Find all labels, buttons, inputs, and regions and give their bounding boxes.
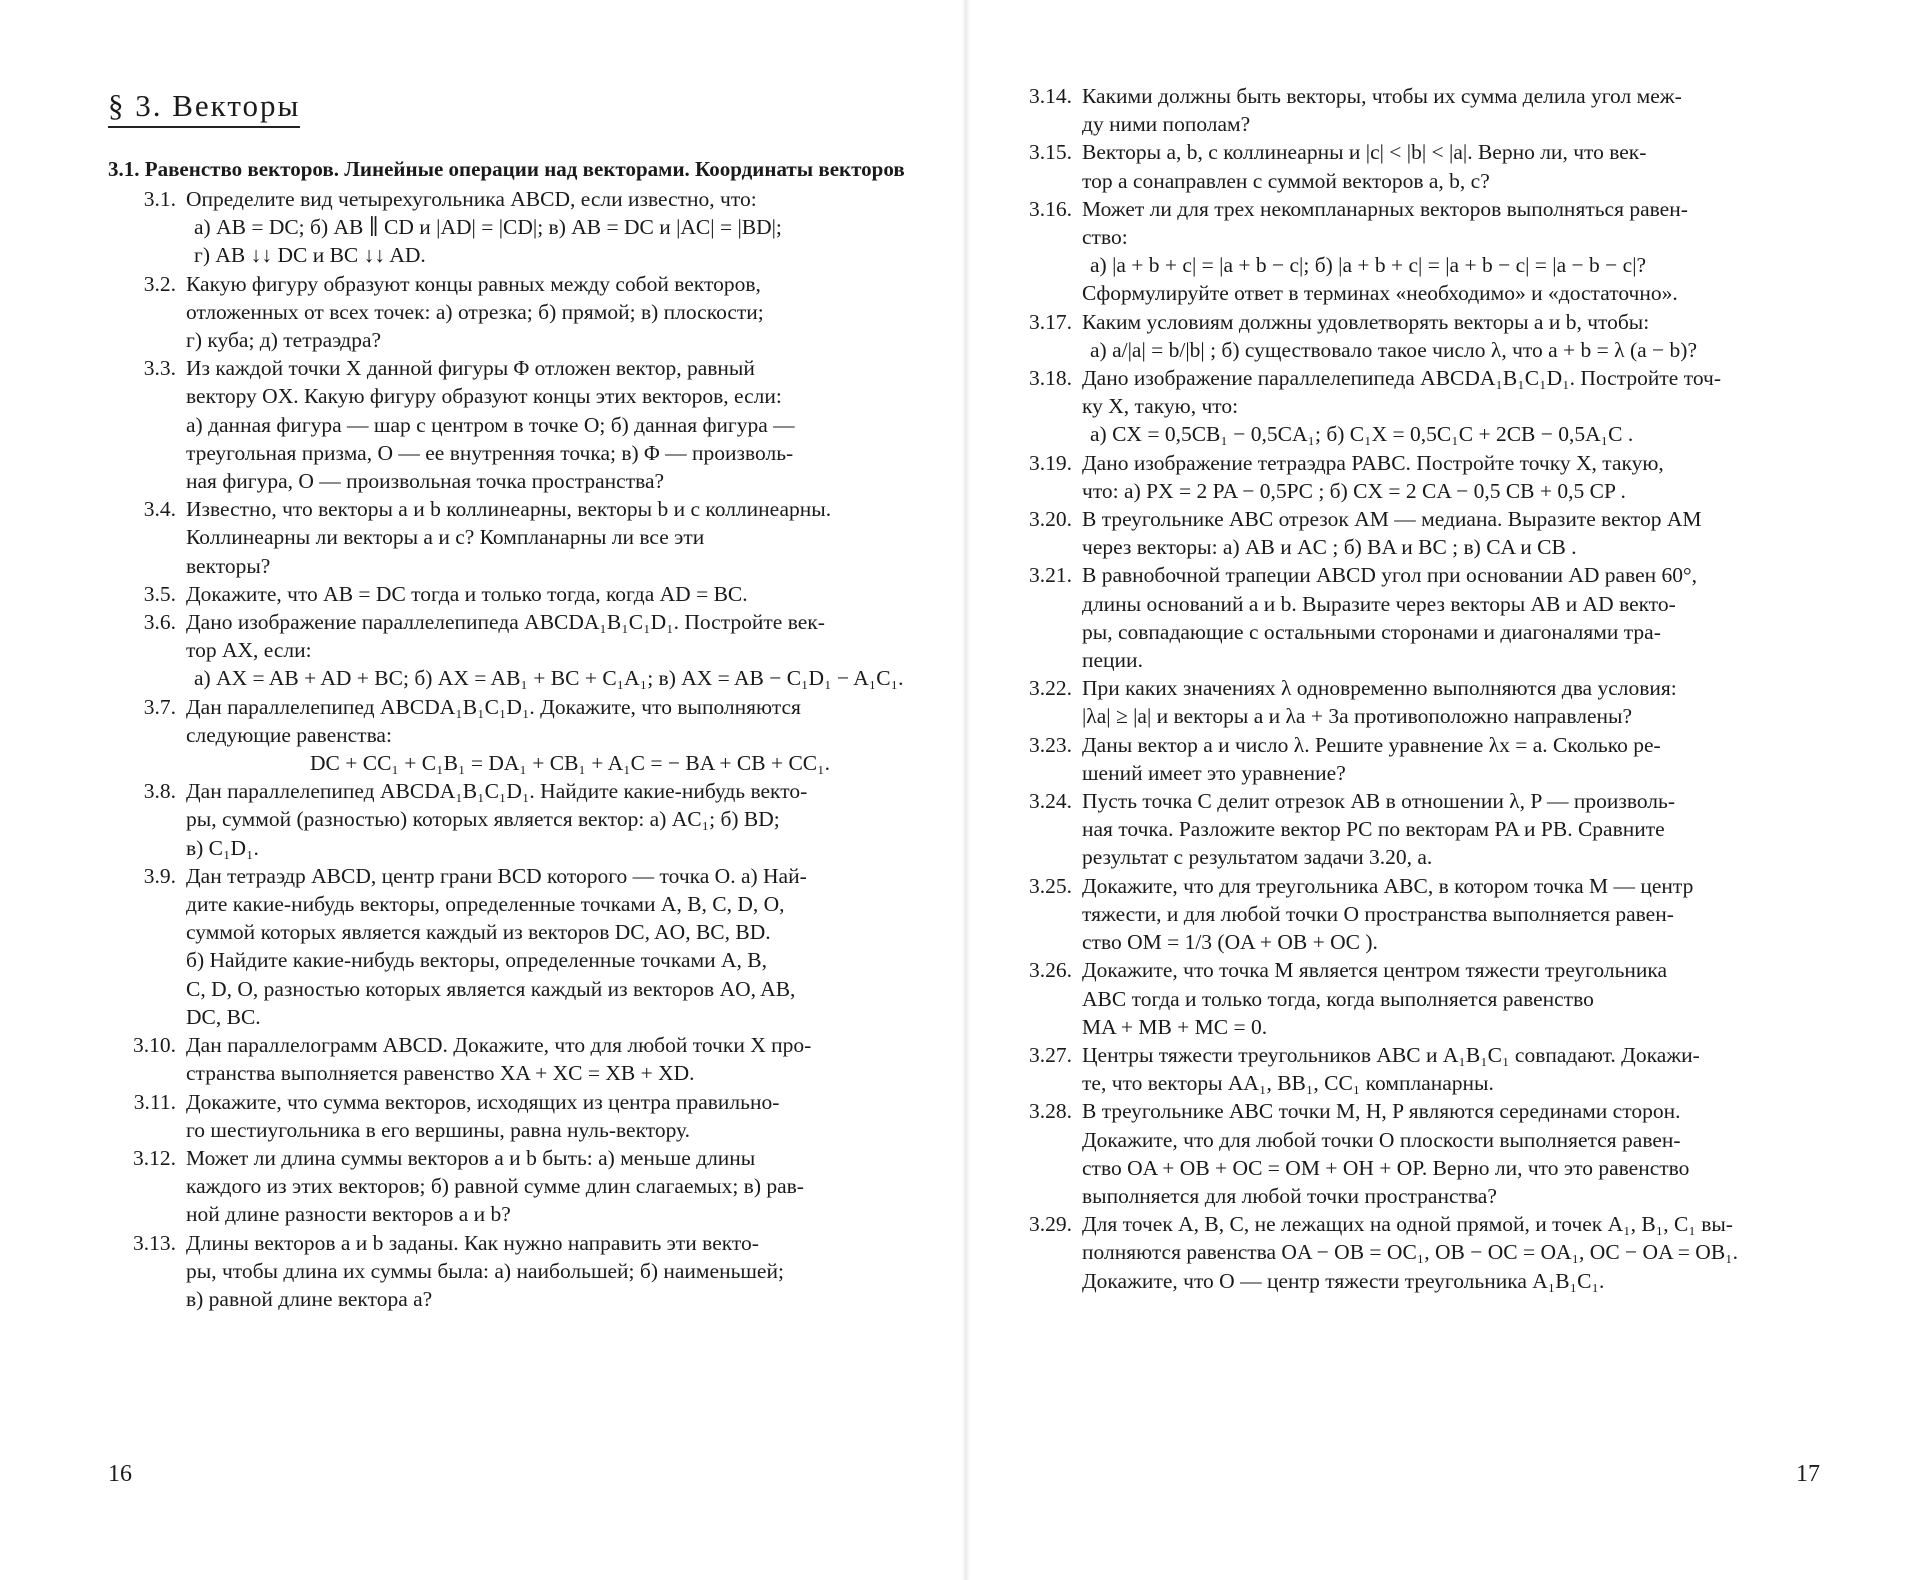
problem-text bbox=[186, 608, 954, 693]
problem-text bbox=[186, 693, 954, 778]
problem-number: 3.19. bbox=[1029, 450, 1072, 475]
problem-text bbox=[1082, 505, 1824, 561]
problem-line: В треугольнике ABC отрезок AM — медиана. Выразите вектор AM bbox=[1082, 507, 1702, 532]
problem-line: ство OM = 1/3 (OA + OB + OC ). bbox=[1082, 930, 1378, 955]
problem-line: ры, совпадающие с остальными сторонами и диагоналями тра- bbox=[1082, 619, 1661, 644]
problem-line: ство OA + OB + OC = OM + OH + OP. Верно ли, что это равенство bbox=[1082, 1155, 1690, 1180]
problem-line: го шестиугольника в его вершины, равна нуль-вектору. bbox=[186, 1117, 691, 1142]
problem-line: что: а) PX = 2 PA − 0,5PC ; б) CX = 2 CA − 0,5 CB + 0,5 CP . bbox=[1082, 478, 1626, 503]
problem-text bbox=[186, 1229, 954, 1314]
problem-number: 3.9. bbox=[143, 863, 176, 888]
problem-line: MA + MB + MC = 0. bbox=[1082, 1014, 1268, 1039]
problem-text bbox=[1082, 956, 1824, 1041]
problem-item bbox=[1006, 1041, 1824, 1097]
problem-line: DC + CC₁ + C₁B₁ = DA₁ + CB₁ + A₁C = − BA + CB + CC₁. bbox=[309, 751, 831, 776]
problem-line: Коллинеарны ли векторы a и c? Компланарны ли все эти bbox=[186, 525, 705, 550]
problem-number: 3.20. bbox=[1029, 507, 1072, 532]
problem-line: Векторы a, b, c коллинеарны и |c| < |b| < |a|. Верно ли, что век- bbox=[1082, 140, 1647, 165]
subsection-title: 3.1. Равенство векторов. Линейные операции над векторами. Координаты векторов bbox=[108, 157, 905, 181]
problem-text bbox=[1082, 82, 1824, 138]
problem-line: а) a/|a| = b/|b| ; б) существовало такое число λ, что a + b = λ (a − b)? bbox=[1090, 337, 1697, 362]
problem-text bbox=[186, 862, 954, 1031]
problem-item bbox=[1006, 674, 1824, 730]
problem-line: ная точка. Разложите вектор PC по векторам PA и PB. Сравните bbox=[1082, 817, 1665, 842]
problem-line: Дан тетраэдр ABCD, центр грани BCD которого — точка O. а) Най- bbox=[186, 863, 807, 888]
problem-line: те, что векторы AA₁, BB₁, CC₁ компланарны. bbox=[1082, 1071, 1494, 1096]
problem-line: каждого из этих векторов; б) равной сумме длин слагаемых; в) рав- bbox=[186, 1174, 804, 1199]
problem-text bbox=[1082, 138, 1824, 194]
problem-line: Может ли для трех некомпланарных векторов выполняться равен- bbox=[1082, 196, 1688, 221]
problem-line: а) |a + b + c| = |a + b − c|; б) |a + b + c| = |a + b − c| = |a − b − c|? bbox=[1090, 253, 1647, 278]
problem-text bbox=[1082, 787, 1824, 872]
problem-line: В треугольнике ABC точки M, H, P являются серединами сторон. bbox=[1082, 1099, 1681, 1124]
problem-number: 3.27. bbox=[1029, 1042, 1072, 1067]
problem-text bbox=[1082, 1210, 1824, 1295]
problem-line: ры, суммой (разностью) которых является вектор: а) AC₁; б) BD; bbox=[186, 807, 780, 832]
problem-item bbox=[1006, 308, 1824, 364]
problem-text bbox=[1082, 731, 1824, 787]
problem-line: через векторы: а) AB и AC ; б) BA и BC ; в) CA и CB . bbox=[1082, 535, 1577, 560]
problem-line: результат с результатом задачи 3.20, а. bbox=[1082, 845, 1433, 870]
problem-line: Известно, что векторы a и b коллинеарны, векторы b и c коллинеарны. bbox=[186, 497, 832, 522]
problem-line: ду ними пополам? bbox=[1082, 112, 1251, 137]
problem-text bbox=[186, 495, 954, 580]
problem-line: Докажите, что точка M является центром тяжести треугольника bbox=[1082, 958, 1668, 983]
problem-item bbox=[108, 608, 954, 693]
problem-line: а) AB = DC; б) AB ∥ CD и |AD| = |CD|; в) AB = DC и |AC| = |BD|; bbox=[194, 215, 782, 240]
problem-number: 3.25. bbox=[1029, 873, 1072, 898]
problem-number: 3.22. bbox=[1029, 676, 1072, 701]
problem-item bbox=[1006, 731, 1824, 787]
problem-line: Докажите, что для любой точки O плоскости выполняется равен- bbox=[1082, 1127, 1681, 1152]
problem-line: При каких значениях λ одновременно выполняются два условия: bbox=[1082, 676, 1677, 701]
problem-line: шений имеет это уравнение? bbox=[1082, 760, 1346, 785]
problem-item bbox=[1006, 195, 1824, 308]
problem-number: 3.29. bbox=[1029, 1212, 1072, 1237]
problem-item bbox=[108, 777, 954, 862]
problem-number: 3.12. bbox=[133, 1145, 176, 1170]
problem-line: Дан параллелограмм ABCD. Докажите, что для любой точки X про- bbox=[186, 1033, 812, 1058]
problem-line: Для точек A, B, C, не лежащих на одной прямой, и точек A₁, B₁, C₁ вы- bbox=[1082, 1212, 1733, 1237]
problem-line: пеции. bbox=[1082, 648, 1143, 673]
problem-list bbox=[1006, 82, 1824, 1295]
problem-line: Дано изображение параллелепипеда ABCDA₁B₁C₁D₁. Постройте век- bbox=[186, 610, 825, 635]
problem-text bbox=[186, 777, 954, 862]
problem-line: г) куба; д) тетраэдра? bbox=[186, 328, 382, 353]
problem-line: C, D, O, разностью которых является каждый из векторов AO, AB, bbox=[186, 976, 796, 1001]
problem-number: 3.8. bbox=[143, 779, 176, 804]
problem-line: длины оснований a и b. Выразите через векторы AB и AD векто- bbox=[1082, 591, 1676, 616]
problem-item bbox=[1006, 449, 1824, 505]
problem-line: Докажите, что O — центр тяжести треугольника A₁B₁C₁. bbox=[1082, 1268, 1605, 1293]
problem-text bbox=[1082, 872, 1824, 957]
problem-number: 3.13. bbox=[133, 1230, 176, 1255]
problem-number: 3.14. bbox=[1029, 84, 1072, 108]
problem-text bbox=[186, 1144, 954, 1229]
problem-line: Из каждой точки X данной фигуры Φ отложен вектор, равный bbox=[186, 356, 755, 381]
problem-number: 3.11. bbox=[133, 1089, 176, 1114]
problem-line: В равнобочной трапеции ABCD угол при основании AD равен 60°, bbox=[1082, 563, 1697, 588]
problem-text bbox=[1082, 449, 1824, 505]
problem-item bbox=[108, 693, 954, 778]
problem-line: полняются равенства OA − OB = OC₁, OB − OC = OA₁, OC − OA = OB₁. bbox=[1082, 1240, 1739, 1265]
problem-line: в) равной длине вектора a? bbox=[186, 1286, 433, 1311]
problem-item bbox=[108, 1031, 954, 1087]
problem-line: Дан параллелепипед ABCDA₁B₁C₁D₁. Найдите какие-нибудь векто- bbox=[186, 779, 808, 804]
problem-line: г) AB ↓↓ DC и BC ↓↓ AD. bbox=[194, 243, 426, 268]
problem-item bbox=[1006, 1097, 1824, 1210]
problem-line: а) CX = 0,5CB₁ − 0,5CA₁; б) C₁X = 0,5C₁C + 2CB − 0,5A₁C . bbox=[1090, 422, 1634, 447]
problem-item bbox=[108, 1229, 954, 1314]
problem-line: дите какие-нибудь векторы, определенные точками A, B, C, D, O, bbox=[186, 892, 785, 917]
problem-text bbox=[1082, 364, 1824, 449]
problem-number: 3.5. bbox=[143, 581, 176, 606]
problem-line: |λa| ≥ |a| и векторы a и λa + 3a противоположно направлены? bbox=[1082, 704, 1632, 729]
problem-line: Дан параллелепипед ABCDA₁B₁C₁D₁. Докажите, что выполняются bbox=[186, 694, 801, 719]
problem-text bbox=[186, 1088, 954, 1144]
problem-line: Даны вектор a и число λ. Решите уравнение λx = a. Сколько ре- bbox=[1082, 732, 1661, 757]
problem-text bbox=[1082, 1097, 1824, 1210]
problem-line: ры, чтобы длина их суммы была: а) наибольшей; б) наименьшей; bbox=[186, 1258, 784, 1283]
problem-number: 3.28. bbox=[1029, 1099, 1072, 1124]
page-number: 16 bbox=[108, 1461, 132, 1487]
problem-line: отложенных от всех точек: а) отрезка; б) прямой; в) плоскости; bbox=[186, 299, 764, 324]
problem-number: 3.16. bbox=[1029, 196, 1072, 221]
problem-item bbox=[1006, 364, 1824, 449]
problem-text bbox=[186, 185, 954, 270]
problem-number: 3.6. bbox=[143, 610, 176, 635]
problem-line: Определите вид четырехугольника ABCD, если известно, что: bbox=[186, 187, 757, 211]
problem-text bbox=[1082, 308, 1824, 364]
problem-line: Дано изображение параллелепипеда ABCDA₁B₁C₁D₁. Постройте точ- bbox=[1082, 366, 1721, 391]
problem-line: б) Найдите какие-нибудь векторы, определенные точками A, B, bbox=[186, 948, 767, 973]
problem-line: Какими должны быть векторы, чтобы их сумма делила угол меж- bbox=[1082, 84, 1682, 108]
problem-number: 3.2. bbox=[143, 271, 176, 296]
problem-text bbox=[186, 1031, 954, 1087]
problem-line: Каким условиям должны удовлетворять векторы a и b, чтобы: bbox=[1082, 309, 1650, 334]
problem-item bbox=[1006, 138, 1824, 194]
problem-line: Дано изображение тетраэдра PABC. Постройте точку X, такую, bbox=[1082, 450, 1664, 475]
problem-item bbox=[108, 580, 954, 608]
problem-item bbox=[108, 270, 954, 355]
problem-line: выполняется для любой точки пространства? bbox=[1082, 1183, 1497, 1208]
problem-line: ная фигура, O — произвольная точка пространства? bbox=[186, 469, 665, 494]
problem-number: 3.18. bbox=[1029, 366, 1072, 391]
problem-line: тяжести, и для любой точки O пространства выполняется равен- bbox=[1082, 901, 1674, 926]
problem-line: ство: bbox=[1082, 225, 1128, 250]
problem-line: Сформулируйте ответ в терминах «необходимо» и «достаточно». bbox=[1082, 281, 1678, 306]
problem-list bbox=[108, 185, 954, 1313]
problem-item bbox=[1006, 505, 1824, 561]
problem-line: треугольная призма, O — ее внутренняя точка; в) Φ — произволь- bbox=[186, 440, 794, 465]
problem-line: Центры тяжести треугольников ABC и A₁B₁C₁ совпадают. Докажи- bbox=[1082, 1042, 1700, 1067]
problem-text bbox=[186, 354, 954, 495]
problem-text bbox=[186, 270, 954, 355]
problem-line: а) данная фигура — шар с центром в точке O; б) данная фигура — bbox=[186, 412, 795, 437]
problem-text bbox=[1082, 674, 1824, 730]
problem-number: 3.10. bbox=[133, 1033, 176, 1058]
problem-line: Докажите, что AB = DC тогда и только тогда, когда AD = BC. bbox=[186, 581, 748, 606]
problem-text bbox=[1082, 1041, 1824, 1097]
problem-line: тор AX, если: bbox=[186, 638, 312, 663]
problem-line: следующие равенства: bbox=[186, 722, 392, 747]
problem-item bbox=[108, 1088, 954, 1144]
problem-item bbox=[108, 862, 954, 1031]
problem-number: 3.4. bbox=[143, 497, 176, 522]
problem-item bbox=[108, 354, 954, 495]
problem-item bbox=[1006, 956, 1824, 1041]
problem-item bbox=[1006, 1210, 1824, 1295]
problem-line: Докажите, что сумма векторов, исходящих из центра правильно- bbox=[186, 1089, 780, 1114]
problem-item bbox=[108, 185, 954, 270]
problem-number: 3.1. bbox=[143, 187, 176, 211]
problem-item bbox=[108, 495, 954, 580]
problem-line: Длины векторов a и b заданы. Как нужно направить эти векто- bbox=[186, 1230, 759, 1255]
problem-text bbox=[1082, 195, 1824, 308]
problem-line: ку X, такую, что: bbox=[1082, 394, 1239, 419]
problem-item bbox=[1006, 561, 1824, 674]
right-page bbox=[966, 0, 1932, 1580]
problem-number: 3.3. bbox=[143, 356, 176, 381]
problem-item bbox=[1006, 82, 1824, 138]
problem-number: 3.26. bbox=[1029, 958, 1072, 983]
section-title: § 3. Векторы bbox=[108, 88, 300, 128]
problem-number: 3.17. bbox=[1029, 309, 1072, 334]
problem-line: вектору OX. Какую фигуру образуют концы этих векторов, если: bbox=[186, 384, 782, 409]
page-number: 17 bbox=[1796, 1461, 1820, 1487]
problem-line: DC, BC. bbox=[186, 1004, 261, 1029]
problem-line: суммой которых является каждый из векторов DC, AO, BC, BD. bbox=[186, 920, 771, 945]
problem-line: тор a сонаправлен с суммой векторов a, b, c? bbox=[1082, 168, 1490, 193]
problem-line: ной длине разности векторов a и b? bbox=[186, 1202, 511, 1227]
problem-line: Какую фигуру образуют концы равных между собой векторов, bbox=[186, 271, 761, 296]
problem-number: 3.23. bbox=[1029, 732, 1072, 757]
problem-line: Может ли длина суммы векторов a и b быть: а) меньше длины bbox=[186, 1145, 756, 1170]
problem-text bbox=[186, 580, 954, 608]
problem-item bbox=[108, 1144, 954, 1229]
problem-number: 3.24. bbox=[1029, 789, 1072, 814]
problem-line: а) AX = AB + AD + BC; б) AX = AB₁ + BC + C₁A₁; в) AX = AB − C₁D₁ − A₁C₁. bbox=[194, 666, 904, 691]
problem-item bbox=[1006, 872, 1824, 957]
problem-number: 3.7. bbox=[143, 694, 176, 719]
problem-line: ABC тогда и только тогда, когда выполняется равенство bbox=[1082, 986, 1594, 1011]
problem-text bbox=[1082, 561, 1824, 674]
problem-line: векторы? bbox=[186, 553, 271, 578]
problem-line: в) C₁D₁. bbox=[186, 835, 259, 860]
problem-line: Пусть точка C делит отрезок AB в отношении λ, P — произволь- bbox=[1082, 789, 1676, 814]
problem-item bbox=[1006, 787, 1824, 872]
problem-line: странства выполняется равенство XA + XC = XB + XD. bbox=[186, 1061, 695, 1086]
problem-line: Докажите, что для треугольника ABC, в котором точка M — центр bbox=[1082, 873, 1694, 898]
problem-number: 3.21. bbox=[1029, 563, 1072, 588]
problem-number: 3.15. bbox=[1029, 140, 1072, 165]
